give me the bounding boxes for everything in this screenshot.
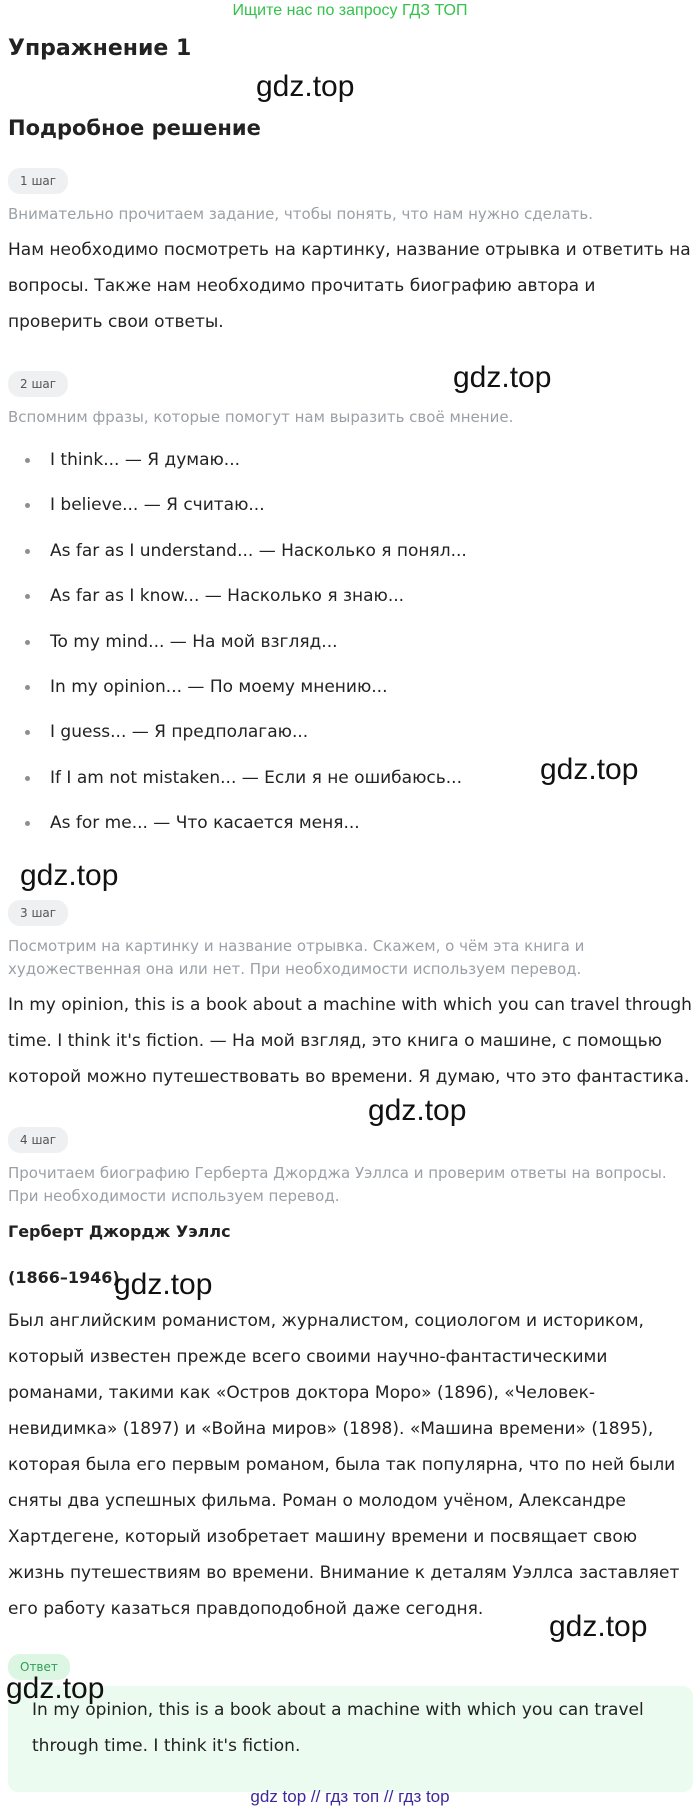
- page-title: Упражнение 1: [8, 36, 192, 61]
- step-badge-1: 1 шаг: [8, 168, 68, 194]
- step-hint-3: Посмотрим на картинку и название отрывка. Скажем, о чём эта книга и художественная она или нет. При необходимости используем перевод.: [8, 937, 585, 978]
- biography-text: Был английским романистом, журналистом, социологом и историком, который известен прежде всего своими научно-фантастическими романами, такими как «Остров доктора Моро» (1896), «Человек-невидимка» (1897) и «Война миров» (1898). «Машина времени» (1895), которая была его первым романом, была так популярна, что по ней были сняты два успешных фильма. Роман о молодом учёном, Александре Хартдегене, который изобретает машину времени и посвящает свою жизнь путешествиям во времени. Внимание к деталям Уэллса заставляет его работу казаться правдоподобной даже сегодня.: [8, 1311, 680, 1619]
- step-badge-3: 3 шаг: [8, 900, 68, 926]
- answer-badge: Ответ: [8, 1654, 70, 1680]
- watermark: gdz.top: [256, 70, 355, 103]
- list-item: In my opinion... — По моему мнению...: [20, 665, 467, 710]
- watermark: gdz.top: [20, 859, 119, 892]
- watermark: gdz.top: [368, 1094, 467, 1127]
- watermark: gdz.top: [549, 1610, 648, 1643]
- watermark: gdz.top: [453, 361, 552, 394]
- author-years: (1866–1946): [8, 1268, 120, 1287]
- watermark: gdz.top: [540, 753, 639, 786]
- step-badge-2: 2 шаг: [8, 371, 68, 397]
- step-hint-1: Внимательно прочитаем задание, чтобы понять, что нам нужно сделать.: [8, 205, 594, 223]
- search-banner: Ищите нас по запросу ГДЗ ТОП: [232, 2, 468, 19]
- footer-links[interactable]: gdz top // гдз топ // гдз top: [250, 1787, 450, 1806]
- author-name: Герберт Джордж Уэллс: [8, 1222, 231, 1241]
- list-item: I believe... — Я считаю...: [20, 483, 467, 528]
- answer-text: In my opinion, this is a book about a machine with which you can travel through time. I think it's fiction.: [32, 1700, 644, 1756]
- list-item: I guess... — Я предполагаю...: [20, 710, 467, 755]
- section-title: Подробное решение: [8, 116, 261, 140]
- list-item: As far as I know... — Насколько я знаю...: [20, 574, 467, 619]
- list-item: I think... — Я думаю...: [20, 438, 467, 483]
- list-item: As far as I understand... — Насколько я понял...: [20, 529, 467, 574]
- step-hint-4: Прочитаем биографию Герберта Джорджа Уэллса и проверим ответы на вопросы. При необходимости используем перевод.: [8, 1164, 667, 1205]
- phrase-list: [20, 438, 467, 847]
- list-item: If I am not mistaken... — Если я не ошибаюсь...: [20, 756, 467, 801]
- watermark: gdz.top: [6, 1672, 105, 1705]
- list-item: As for me... — Что касается меня...: [20, 801, 467, 846]
- watermark: gdz.top: [114, 1268, 213, 1301]
- step-text-3: In my opinion, this is a book about a machine with which you can travel through time. I think it's fiction. — На мой взгляд, это книга о машине, с помощью которой можно путешествовать во времени. Я думаю, что это фантастика.: [8, 995, 692, 1087]
- step-text-1: Нам необходимо посмотреть на картинку, название отрывка и ответить на вопросы. Также нам необходимо прочитать биографию автора и проверить свои ответы.: [8, 240, 691, 332]
- list-item: To my mind... — На мой взгляд...: [20, 620, 467, 665]
- step-hint-2: Вспомним фразы, которые помогут нам выразить своё мнение.: [8, 408, 514, 426]
- step-badge-4: 4 шаг: [8, 1127, 68, 1153]
